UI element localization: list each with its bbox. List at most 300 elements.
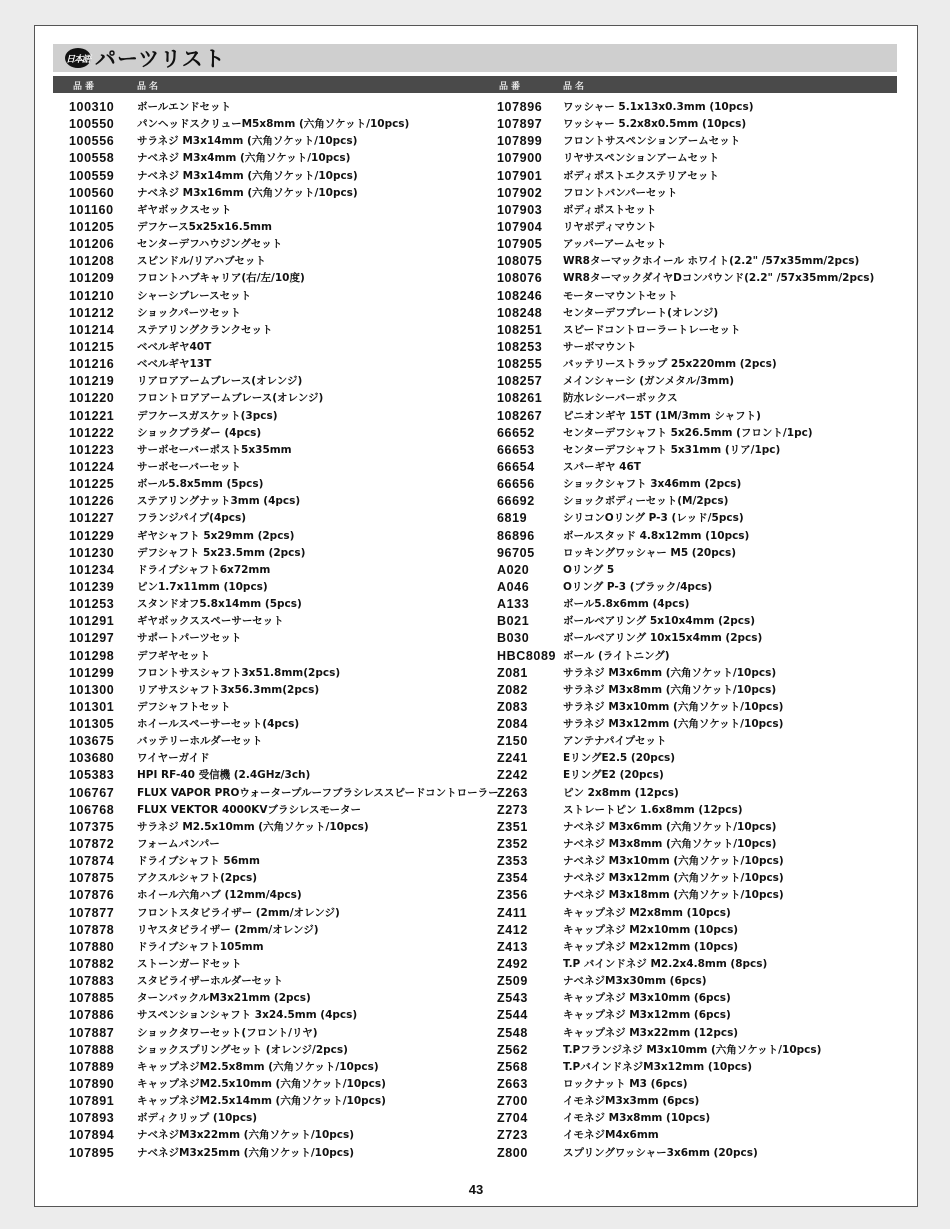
- part-name: ワイヤーガイド: [137, 752, 210, 765]
- part-name: リアロアアームブレース(オレンジ): [137, 375, 303, 388]
- part-name: キャップネジM2.5x8mm (六角ソケット/10pcs): [137, 1060, 379, 1073]
- parts-row: [497, 699, 917, 716]
- part-name: フロントサスペンションアームセット: [563, 135, 741, 148]
- part-number: 107888: [69, 1042, 115, 1057]
- part-name: ショックシャフト 3x46mm (2pcs): [563, 478, 742, 491]
- part-number: 100550: [69, 117, 115, 132]
- parts-row: [497, 990, 917, 1007]
- part-name: パンヘッドスクリューM5x8mm (六角ソケット/10pcs): [137, 118, 410, 131]
- parts-row: [497, 528, 917, 545]
- title-bar: [53, 44, 897, 72]
- part-number: 107899: [497, 134, 543, 149]
- part-name: ボール5.8x6mm (4pcs): [563, 598, 690, 611]
- part-name: フロントバンパーセット: [563, 186, 678, 199]
- parts-row: [69, 305, 489, 322]
- part-name: サラネジ M3x14mm (六角ソケット/10pcs): [137, 135, 358, 148]
- part-name: ホイール六角ハブ (12mm/4pcs): [137, 889, 302, 902]
- part-number: B030: [497, 631, 530, 646]
- part-number: Z081: [497, 665, 528, 680]
- part-name: ショックタワーセット(フロント/リヤ): [137, 1026, 318, 1039]
- parts-row: [69, 510, 489, 527]
- part-number: 66654: [497, 459, 535, 474]
- part-name: シャーシブレースセット: [137, 289, 252, 302]
- part-name: ナベネジ M3x12mm (六角ソケット/10pcs): [563, 872, 784, 885]
- parts-row: [497, 802, 917, 819]
- parts-row: [69, 922, 489, 939]
- parts-row: [69, 1059, 489, 1076]
- parts-row: [497, 1093, 917, 1110]
- parts-row: [69, 322, 489, 339]
- part-number: 101160: [69, 202, 114, 217]
- parts-row: [497, 442, 917, 459]
- part-name: バッテリーホルダーセット: [137, 735, 263, 748]
- part-name: ナベネジ M3x4mm (六角ソケット/10pcs): [137, 152, 351, 165]
- part-number: Z082: [497, 682, 528, 697]
- part-name: ワッシャー 5.2x8x0.5mm (10pcs): [563, 118, 747, 131]
- part-name: メインシャーシ (ガンメタル/3mm): [563, 375, 735, 388]
- part-number: Z800: [497, 1145, 528, 1160]
- parts-row: [69, 750, 489, 767]
- part-name: キャップネジM2.5x14mm (六角ソケット/10pcs): [137, 1095, 386, 1108]
- part-number: 66652: [497, 425, 535, 440]
- parts-list-left: [69, 99, 499, 1162]
- parts-row: [497, 476, 917, 493]
- part-number: Z544: [497, 1008, 528, 1023]
- parts-row: [497, 185, 917, 202]
- part-name: センターデフシャフト 5x26.5mm (フロント/1pc): [563, 426, 813, 439]
- parts-row: [69, 99, 489, 116]
- part-number: 101230: [69, 545, 115, 560]
- document-page: [34, 25, 918, 1207]
- part-name: アッパーアームセット: [563, 238, 667, 251]
- part-number: Z492: [497, 957, 528, 972]
- part-name: イモネジ M3x8mm (10pcs): [563, 1112, 711, 1125]
- parts-row: [497, 887, 917, 904]
- part-name: WR8ターマックホイール ホワイト(2.2" /57x35mm/2pcs): [563, 255, 860, 268]
- part-name: スプリングワッシャー3x6mm (20pcs): [563, 1146, 758, 1159]
- part-number: Z509: [497, 974, 528, 989]
- part-number: 96705: [497, 545, 535, 560]
- part-number: 100559: [69, 168, 115, 183]
- part-number: HBC8089: [497, 648, 557, 663]
- parts-row: [69, 596, 489, 613]
- part-number: 107886: [69, 1008, 115, 1023]
- parts-row: [69, 1145, 489, 1162]
- part-name: スタビライザーホルダーセット: [137, 975, 284, 988]
- part-number: 108076: [497, 271, 543, 286]
- part-name: アンテナパイプセット: [563, 735, 667, 748]
- part-name: リヤサスペンションアームセット: [563, 152, 720, 165]
- part-number: 108257: [497, 374, 543, 389]
- parts-row: [497, 956, 917, 973]
- part-name: サスペンションシャフト 3x24.5mm (4pcs): [137, 1009, 358, 1022]
- parts-row: [69, 408, 489, 425]
- part-name: フロントスタビライザー (2mm/オレンジ): [137, 906, 340, 919]
- part-number: 107895: [69, 1145, 115, 1160]
- part-name: キャップネジ M3x12mm (6pcs): [563, 1009, 731, 1022]
- part-number: Z352: [497, 837, 528, 852]
- parts-row: [69, 545, 489, 562]
- part-number: 101206: [69, 237, 115, 252]
- part-number: 106768: [69, 802, 115, 817]
- part-number: 107902: [497, 185, 543, 200]
- parts-row: [69, 819, 489, 836]
- part-number: 103680: [69, 751, 115, 766]
- part-name: サポートパーツセット: [137, 632, 242, 645]
- part-name: ギヤシャフト 5x29mm (2pcs): [137, 529, 295, 542]
- part-name: ピン1.7x11mm (10pcs): [137, 580, 268, 593]
- parts-row: [497, 219, 917, 236]
- part-number: 100556: [69, 134, 115, 149]
- part-number: 6819: [497, 511, 528, 526]
- part-name: T.PバインドネジM3x12mm (10pcs): [563, 1060, 753, 1073]
- parts-row: [69, 579, 489, 596]
- part-number: 107900: [497, 151, 543, 166]
- part-name: デフギヤセット: [137, 649, 211, 662]
- parts-row: [497, 545, 917, 562]
- part-number: Z700: [497, 1094, 528, 1109]
- parts-row: [497, 665, 917, 682]
- parts-row: [497, 356, 917, 373]
- part-number: 107890: [69, 1077, 115, 1092]
- part-name: サラネジ M3x6mm (六角ソケット/10pcs): [563, 666, 777, 679]
- part-number: Z354: [497, 871, 528, 886]
- part-name: ターンバックルM3x21mm (2pcs): [137, 992, 311, 1005]
- part-number: 107894: [69, 1128, 115, 1143]
- part-name: サラネジ M3x12mm (六角ソケット/10pcs): [563, 718, 784, 731]
- parts-row: [69, 270, 489, 287]
- parts-row: [69, 1025, 489, 1042]
- japanese-language-icon: 日本語: [65, 48, 91, 68]
- parts-row: [69, 1042, 489, 1059]
- part-name: センターデフハウジングセット: [137, 238, 283, 251]
- header-right-name: 品名: [563, 82, 588, 92]
- parts-row: [497, 322, 917, 339]
- part-name: ボディポストエクステリアセット: [563, 169, 719, 182]
- part-number: 108267: [497, 408, 543, 423]
- part-number: 101225: [69, 477, 115, 492]
- part-name: ショックスプリングセット (オレンジ/2pcs): [137, 1043, 348, 1056]
- header-left-part-no: 品番: [73, 82, 98, 92]
- part-number: 107875: [69, 871, 115, 886]
- part-number: 107872: [69, 837, 115, 852]
- parts-row: [69, 253, 489, 270]
- parts-row: [497, 819, 917, 836]
- parts-row: [69, 459, 489, 476]
- part-name: サラネジ M3x8mm (六角ソケット/10pcs): [563, 683, 777, 696]
- part-number: Z353: [497, 854, 528, 869]
- part-number: Z083: [497, 699, 528, 714]
- part-number: A133: [497, 597, 530, 612]
- parts-row: [69, 150, 489, 167]
- parts-row: [497, 373, 917, 390]
- part-name: ステアリングクランクセット: [137, 323, 273, 336]
- part-name: EリングE2 (20pcs): [563, 769, 664, 782]
- part-name: HPI RF-40 受信機 (2.4GHz/3ch): [137, 769, 311, 782]
- part-name: ショックボディーセット(M/2pcs): [563, 495, 729, 508]
- parts-row: [69, 1110, 489, 1127]
- part-number: 107905: [497, 237, 543, 252]
- parts-row: [69, 288, 489, 305]
- part-number: 101215: [69, 339, 115, 354]
- part-name: フロントハブキャリア(右/左/10度): [137, 272, 305, 285]
- part-name: キャップネジM2.5x10mm (六角ソケット/10pcs): [137, 1078, 386, 1091]
- parts-row: [497, 168, 917, 185]
- parts-row: [69, 339, 489, 356]
- part-number: 107882: [69, 957, 115, 972]
- part-number: 101229: [69, 528, 115, 543]
- part-number: Z242: [497, 768, 528, 783]
- part-name: ボールエンドセット: [137, 101, 231, 113]
- part-name: 防水レシーバーボックス: [563, 392, 678, 405]
- parts-row: [497, 1110, 917, 1127]
- part-name: ボディクリップ (10pcs): [137, 1112, 258, 1125]
- parts-row: [497, 836, 917, 853]
- part-number: 101239: [69, 579, 115, 594]
- parts-row: [69, 528, 489, 545]
- part-number: 101212: [69, 305, 115, 320]
- part-number: 108075: [497, 254, 543, 269]
- parts-row: [497, 253, 917, 270]
- part-number: Z548: [497, 1025, 528, 1040]
- part-number: 107889: [69, 1059, 115, 1074]
- part-number: 101299: [69, 665, 115, 680]
- part-name: イモネジM4x6mm: [563, 1129, 659, 1142]
- part-name: キャップネジ M3x10mm (6pcs): [563, 992, 731, 1005]
- part-number: Z263: [497, 785, 528, 800]
- part-number: Z413: [497, 939, 528, 954]
- parts-row: [497, 785, 917, 802]
- part-name: WR8ターマックダイヤDコンパウンド(2.2" /57x35mm/2pcs): [563, 272, 875, 285]
- part-number: 107893: [69, 1111, 115, 1126]
- parts-row: [69, 202, 489, 219]
- parts-row: [497, 596, 917, 613]
- part-name: ベベルギヤ13T: [137, 358, 212, 371]
- part-number: 108261: [497, 391, 543, 406]
- parts-row: [69, 716, 489, 733]
- parts-row: [69, 870, 489, 887]
- part-name: フロントロアアームブレース(オレンジ): [137, 392, 324, 405]
- parts-row: [69, 425, 489, 442]
- part-number: Z273: [497, 802, 528, 817]
- part-number: 103675: [69, 734, 115, 749]
- part-number: 108255: [497, 357, 543, 372]
- part-number: 101208: [69, 254, 115, 269]
- part-name: キャップネジ M2x10mm (10pcs): [563, 923, 739, 936]
- parts-row: [69, 733, 489, 750]
- parts-row: [69, 493, 489, 510]
- part-name: ギヤボックススペーサーセット: [137, 615, 284, 628]
- part-name: ギヤボックスセット: [137, 203, 232, 216]
- parts-row: [69, 373, 489, 390]
- page-title: パーツリスト: [95, 47, 226, 71]
- parts-row: [497, 733, 917, 750]
- parts-row: [69, 116, 489, 133]
- part-name: リアサスシャフト3x56.3mm(2pcs): [137, 683, 320, 696]
- part-number: 101227: [69, 511, 115, 526]
- part-number: 101234: [69, 562, 115, 577]
- part-name: ボールベアリング 10x15x4mm (2pcs): [563, 632, 763, 645]
- part-name: スピードコントローラートレーセット: [563, 323, 741, 336]
- parts-row: [497, 202, 917, 219]
- part-number: Z568: [497, 1059, 528, 1074]
- parts-row: [497, 1145, 917, 1162]
- part-name: サーボセーバーセット: [137, 460, 241, 473]
- parts-row: [69, 1093, 489, 1110]
- parts-row: [497, 236, 917, 253]
- part-number: Z723: [497, 1128, 528, 1143]
- parts-row: [497, 390, 917, 407]
- part-name: デフシャフトセット: [137, 700, 231, 713]
- part-number: 101226: [69, 494, 115, 509]
- parts-row: [497, 922, 917, 939]
- part-name: ロッキングワッシャー M5 (20pcs): [563, 546, 737, 559]
- parts-list-right: [497, 99, 917, 1162]
- part-number: Z663: [497, 1077, 528, 1092]
- parts-row: [497, 613, 917, 630]
- part-number: 108246: [497, 288, 543, 303]
- part-name: Oリング 5: [563, 563, 615, 576]
- part-number: 108253: [497, 339, 543, 354]
- part-number: Z562: [497, 1042, 528, 1057]
- part-name: ストーンガードセット: [137, 958, 242, 971]
- parts-row: [497, 853, 917, 870]
- parts-row: [497, 648, 917, 665]
- parts-row: [69, 973, 489, 990]
- parts-row: [69, 682, 489, 699]
- parts-row: [69, 905, 489, 922]
- part-number: 101209: [69, 271, 115, 286]
- part-name: ナベネジ M3x6mm (六角ソケット/10pcs): [563, 820, 777, 833]
- parts-row: [497, 339, 917, 356]
- part-name: ドライブシャフト105mm: [137, 940, 264, 953]
- part-number: B021: [497, 614, 530, 629]
- part-number: A046: [497, 579, 530, 594]
- part-name: デフシャフト 5x23.5mm (2pcs): [137, 546, 306, 559]
- part-name: T.P バインドネジ M2.2x4.8mm (8pcs): [563, 958, 768, 971]
- parts-row: [69, 956, 489, 973]
- part-number: 101300: [69, 682, 115, 697]
- part-number: 107885: [69, 991, 115, 1006]
- parts-row: [69, 699, 489, 716]
- parts-row: [497, 1127, 917, 1144]
- parts-row: [497, 1076, 917, 1093]
- parts-row: [497, 133, 917, 150]
- part-name: サラネジ M2.5x10mm (六角ソケット/10pcs): [137, 820, 369, 833]
- part-number: 101219: [69, 374, 115, 389]
- parts-row: [69, 630, 489, 647]
- part-number: 107880: [69, 939, 115, 954]
- part-number: 101305: [69, 717, 115, 732]
- part-number: 101216: [69, 357, 115, 372]
- parts-row: [69, 133, 489, 150]
- part-name: ステアリングナット3mm (4pcs): [137, 495, 301, 508]
- part-name: スピンドル/リアハブセット: [137, 255, 266, 268]
- part-name: ボール (ライトニング): [563, 649, 670, 662]
- part-number: 101210: [69, 288, 115, 303]
- part-name: T.Pフランジネジ M3x10mm (六角ソケット/10pcs): [563, 1043, 822, 1056]
- parts-row: [69, 442, 489, 459]
- parts-row: [497, 510, 917, 527]
- part-name: ドライブシャフト6x72mm: [137, 563, 271, 576]
- parts-row: [497, 99, 917, 116]
- part-name: ドライブシャフト 56mm: [137, 855, 260, 868]
- table-header: [53, 76, 897, 93]
- part-number: 107903: [497, 202, 543, 217]
- part-number: 101221: [69, 408, 115, 423]
- part-name: フランジパイプ(4pcs): [137, 512, 247, 525]
- part-number: 66692: [497, 494, 535, 509]
- parts-row: [497, 750, 917, 767]
- parts-row: [497, 459, 917, 476]
- part-name: フォームバンパー: [137, 838, 220, 851]
- part-name: ストレートピン 1.6x8mm (12pcs): [563, 803, 743, 816]
- parts-row: [497, 408, 917, 425]
- part-name: ナベネジ M3x18mm (六角ソケット/10pcs): [563, 889, 784, 902]
- parts-row: [69, 648, 489, 665]
- part-number: 101224: [69, 459, 115, 474]
- part-number: 100310: [69, 100, 115, 114]
- part-name: イモネジM3x3mm (6pcs): [563, 1095, 700, 1108]
- part-name: スパーギヤ 46T: [563, 460, 641, 473]
- part-name: シリコンOリング P-3 (レッド/5pcs): [563, 512, 744, 525]
- part-number: 107887: [69, 1025, 115, 1040]
- parts-row: [497, 716, 917, 733]
- part-number: 66656: [497, 477, 535, 492]
- parts-row: [497, 116, 917, 133]
- part-name: ナベネジ M3x14mm (六角ソケット/10pcs): [137, 169, 358, 182]
- part-number: 100558: [69, 151, 115, 166]
- part-name: デフケースガスケット(3pcs): [137, 409, 278, 422]
- parts-row: [497, 939, 917, 956]
- part-number: 107904: [497, 219, 543, 234]
- part-name: センターデフシャフト 5x31mm (リア/1pc): [563, 443, 781, 456]
- part-name: センターデフプレート(オレンジ): [563, 306, 719, 319]
- part-name: FLUX VEKTOR 4000KVブラシレスモーター: [137, 803, 362, 816]
- parts-row: [497, 425, 917, 442]
- parts-row: [69, 613, 489, 630]
- part-number: Z704: [497, 1111, 528, 1126]
- parts-row: [497, 1042, 917, 1059]
- part-number: Z084: [497, 717, 528, 732]
- part-number: Z356: [497, 888, 528, 903]
- parts-row: [69, 887, 489, 904]
- part-number: 107876: [69, 888, 115, 903]
- part-number: 108251: [497, 322, 543, 337]
- part-name: キャップネジ M2x12mm (10pcs): [563, 940, 739, 953]
- part-name: ボールスタッド 4.8x12mm (10pcs): [563, 529, 750, 542]
- header-left-name: 品名: [137, 82, 162, 92]
- part-name: ボールベアリング 5x10x4mm (2pcs): [563, 615, 756, 628]
- part-number: 107891: [69, 1094, 115, 1109]
- part-name: Oリング P-3 (ブラック/4pcs): [563, 580, 713, 593]
- parts-row: [69, 185, 489, 202]
- parts-row: [69, 562, 489, 579]
- part-name: サーボセーバーポスト5x35mm: [137, 443, 292, 456]
- part-number: Z150: [497, 734, 528, 749]
- part-number: 107896: [497, 100, 543, 114]
- part-number: 101220: [69, 391, 115, 406]
- part-name: ピニオンギヤ 15T (1M/3mm シャフト): [563, 409, 761, 422]
- part-name: スタンドオフ5.8x14mm (5pcs): [137, 598, 302, 611]
- part-name: ベベルギヤ40T: [137, 340, 212, 353]
- parts-row: [497, 1059, 917, 1076]
- part-name: ナベネジM3x30mm (6pcs): [563, 975, 707, 988]
- part-number: Z351: [497, 819, 528, 834]
- part-number: 101223: [69, 442, 115, 457]
- part-name: ショックパーツセット: [137, 306, 241, 319]
- part-number: 101253: [69, 597, 115, 612]
